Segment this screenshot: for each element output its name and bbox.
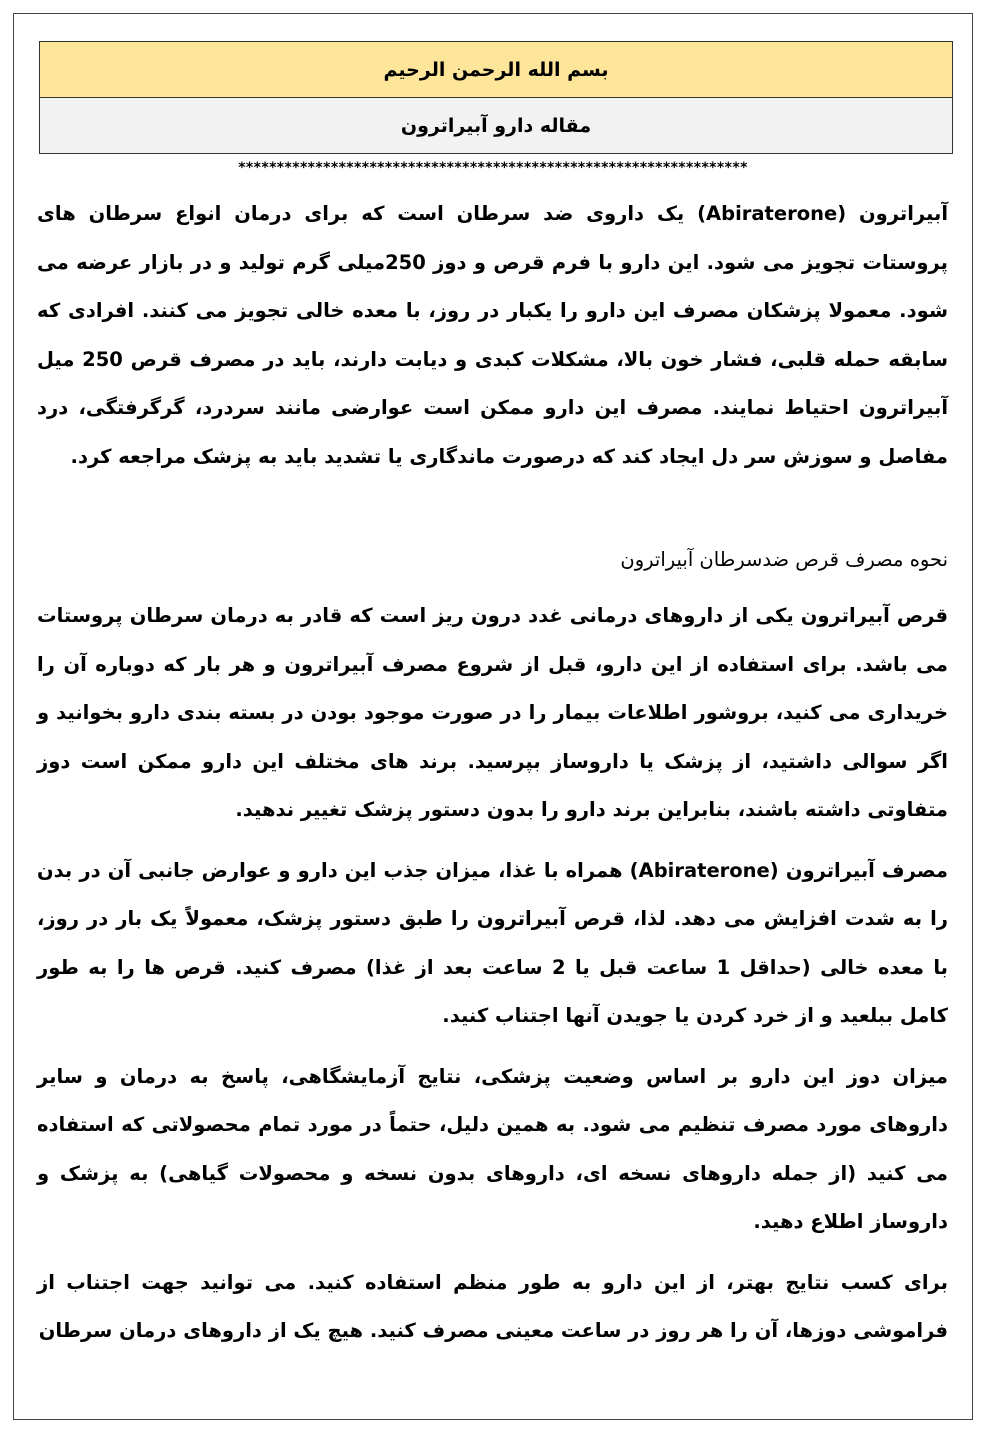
article-body <box>37 190 948 1368</box>
article-title: مقاله دارو آبیراترون <box>40 98 952 153</box>
star-separator: ****************************************************************** <box>238 160 748 176</box>
usage-paragraph-2: مصرف آبیراترون (Abiraterone) همراه با غذا، میزان جذب این دارو و عوارض جانبی آن در بدن را به شدت افزایش می دهد. لذا، قرص آبیراترون را طبق دستور پزشک، معمولاً یک بار در روز، با معده خالی (حداقل 1 ساعت قبل یا 2 ساعت بعد از غذا) مصرف کنید. قرص ها را به طور کامل ببلعید و از خرد کردن یا جویدن آنها اجتناب کنید. <box>37 858 949 1027</box>
header-table <box>39 41 953 154</box>
usage-paragraph-1: قرص آبیراترون یکی از داروهای درمانی غدد درون ریز است که قادر به درمان سرطان پروستات می باشد. برای استفاده از این دارو، قبل از شروع مصرف آبیراترون و هر بار که دوباره آن را خریداری می کنید، بروشور اطلاعات بیمار را در صورت موجود بودن در بسته بندی دارو بخوانید و اگر سوالی داشتید، از پزشک یا داروساز بپرسید. برند های مختلف این دارو ممکن است دوز متفاوتی داشته باشند، بنابراین برند دارو را بدون دستور پزشک تغییر ندهید. <box>37 604 948 821</box>
page-frame <box>13 13 973 1420</box>
intro-paragraph: آبیراترون (Abiraterone) یک داروی ضد سرطان است که برای درمان انواع سرطان های پروستات تجویز می شود. این دارو با فرم قرص و دوز 250میلی گرم تولید و در بازار عرضه می شود. معمولا پزشکان مصرف این دارو را یکبار در روز، با معده خالی تجویز می کنند. افرادی که سابقه حمله قلبی، فشار خون بالا، مشکلات کبدی و دیابت دارند، باید در مصرف قرص 250 میل آبیراترون احتیاط نمایند. مصرف این دارو ممکن است عوارضی مانند سردرد، گرگرفتگی، درد مفاصل و سوزش سر دل ایجاد کند که درصورت ماندگاری یا تشدید باید به پزشک مراجعه کرد. <box>37 202 949 468</box>
basmala-heading: بسم الله الرحمن الرحیم <box>40 42 952 98</box>
section-heading: نحوه مصرف قرص ضدسرطان آبیراترون <box>620 548 948 571</box>
regular-use-paragraph: برای کسب نتایج بهتر، از این دارو به طور منظم استفاده کنید. می توانید جهت اجتناب از فراموشی دوزها، آن را هر روز در ساعت معینی مصرف کنید. هیچ یک از داروهای درمان سرطان <box>37 1270 948 1342</box>
dosage-paragraph: میزان دوز این دارو بر اساس وضعیت پزشکی، نتایج آزمایشگاهی، پاسخ به درمان و سایر داروهای مورد مصرف تنظیم می شود. به همین دلیل، حتماً در مورد تمام محصولاتی که استفاده می کنید (از جمله داروهای نسخه ای، داروهای بدون نسخه و محصولات گیاهی) به پزشک و داروساز اطلاع دهید. <box>37 1064 948 1233</box>
